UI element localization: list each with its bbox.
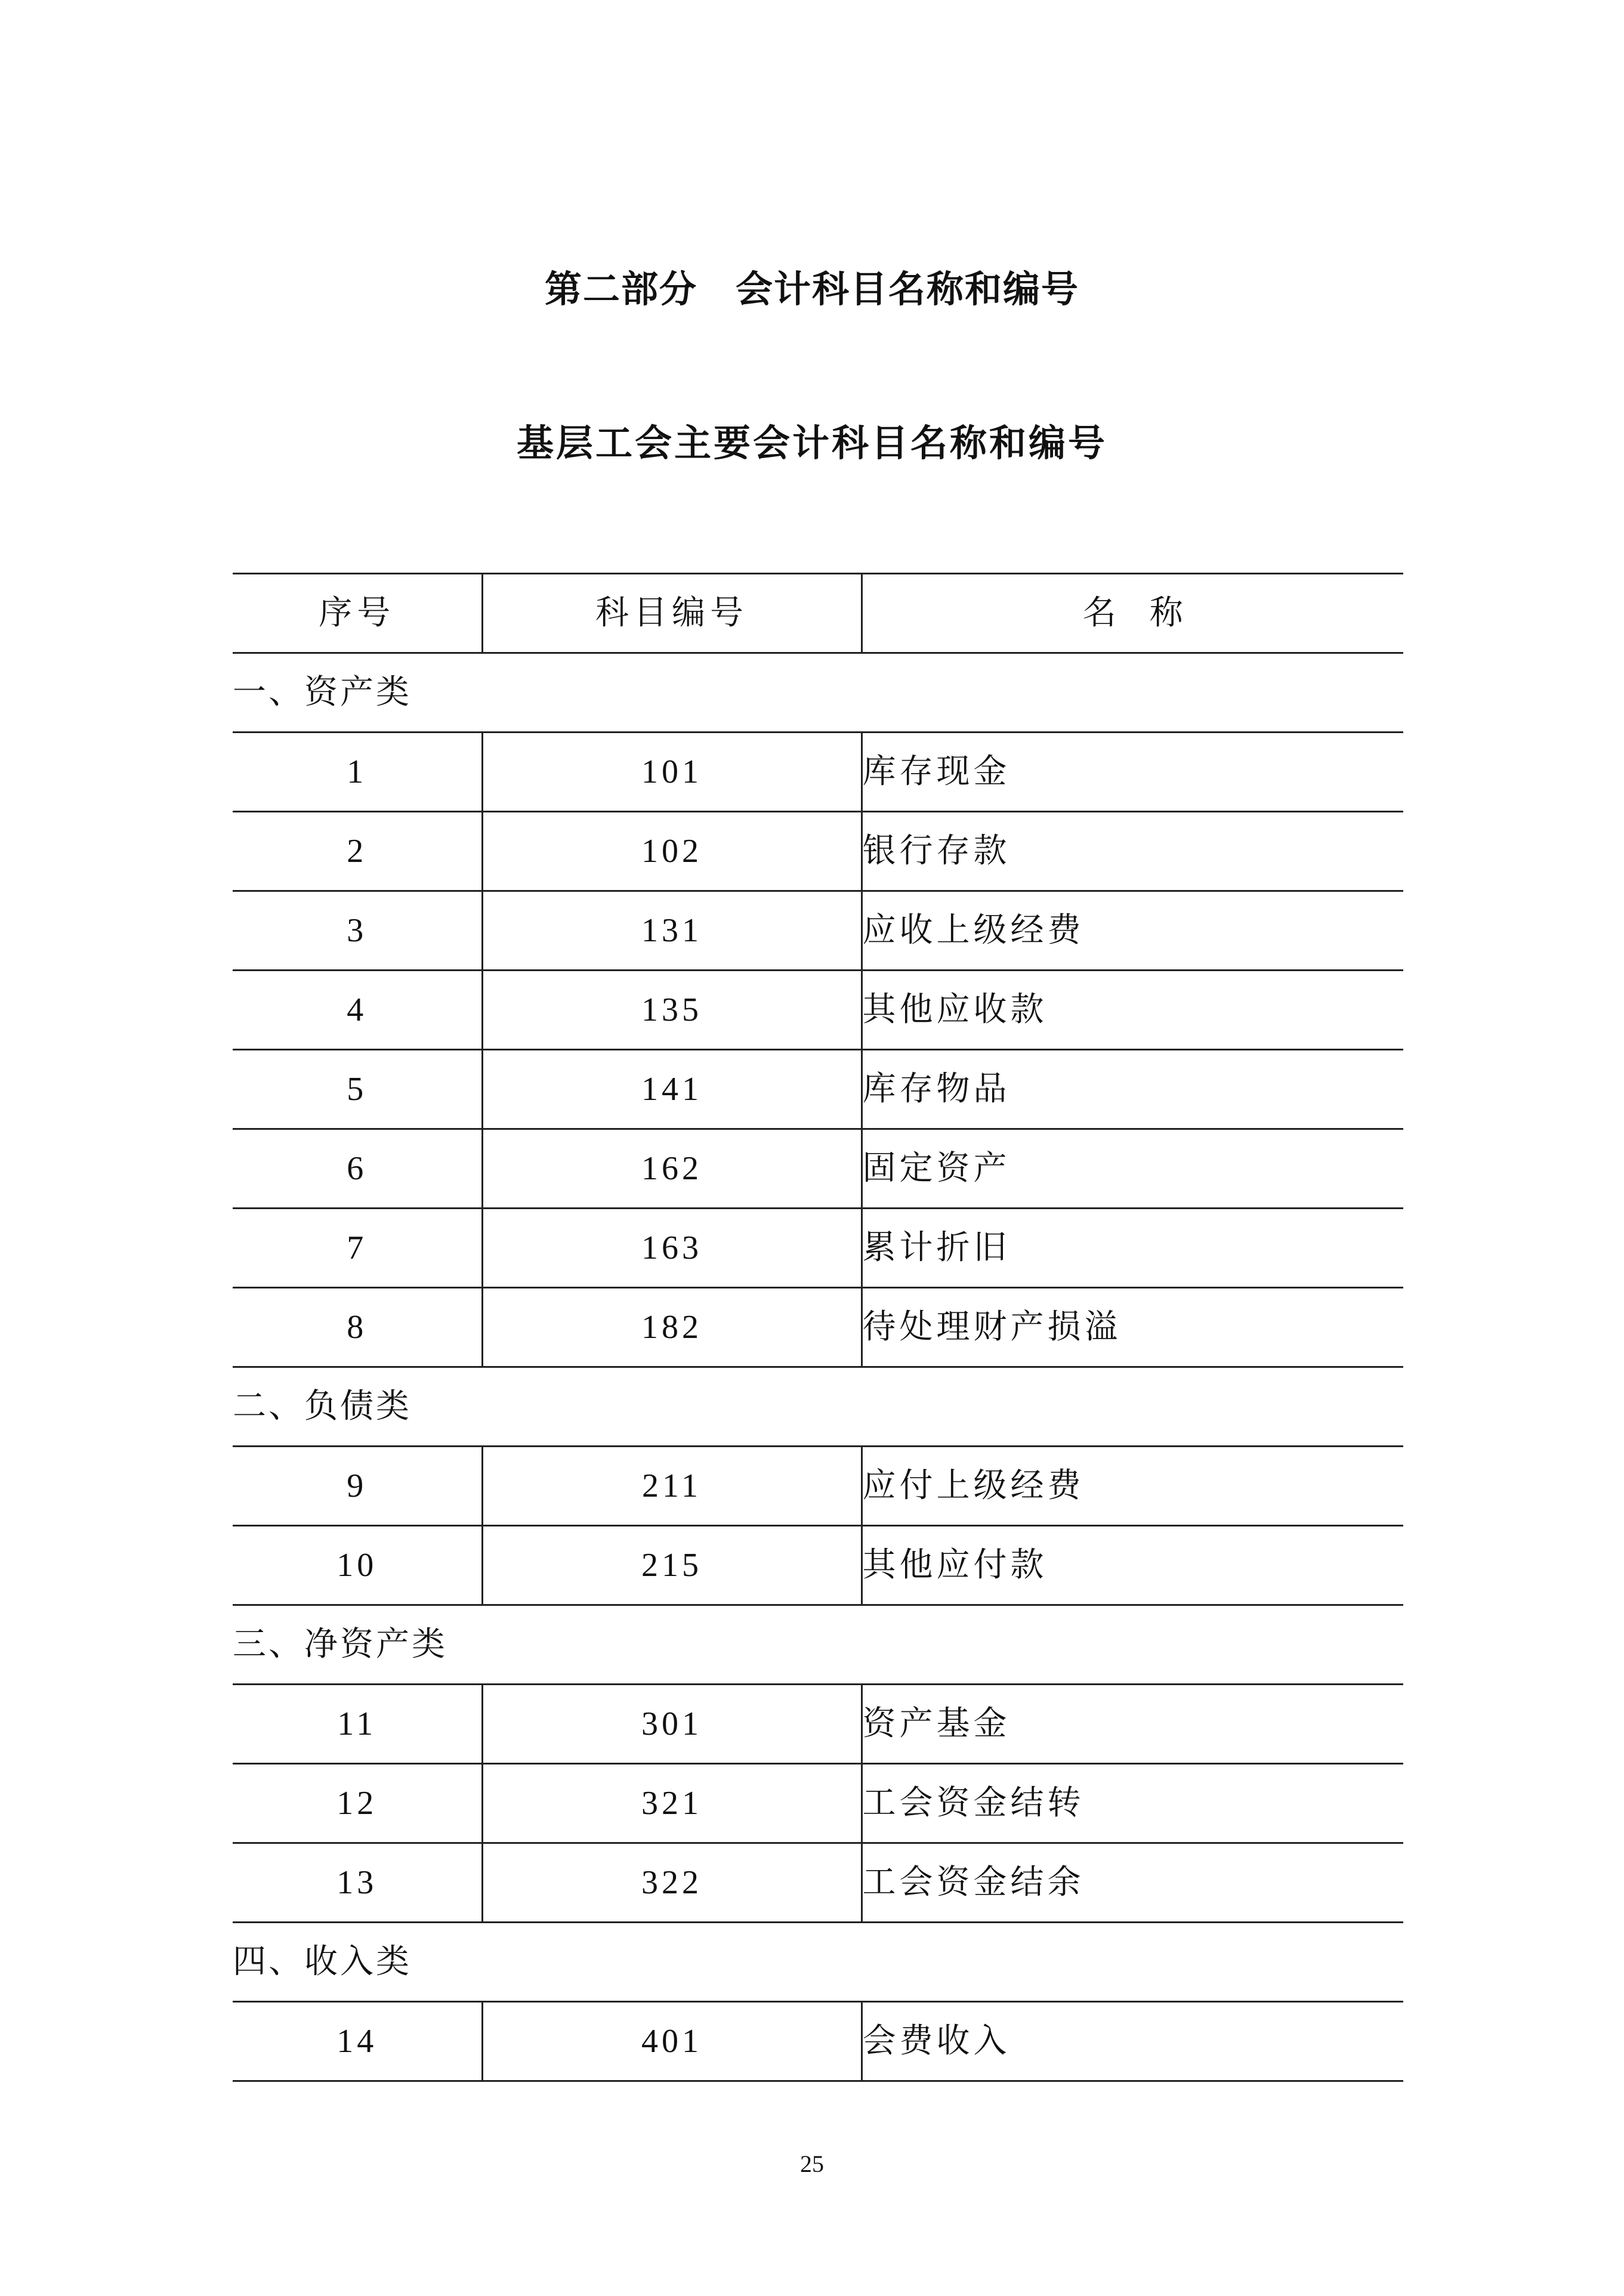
row-name: 库存现金 [862, 733, 1403, 812]
row-name: 应收上级经费 [862, 891, 1403, 971]
category-label: 三、净资产类 [233, 1605, 1403, 1685]
header-row [233, 574, 1403, 653]
table-row [233, 1843, 1403, 1923]
row-seq: 5 [233, 1050, 482, 1129]
row-code: 141 [482, 1050, 862, 1129]
accounts-table [233, 573, 1403, 2082]
category-label: 二、负债类 [233, 1367, 1403, 1447]
table-row [233, 971, 1403, 1050]
row-code: 162 [482, 1129, 862, 1209]
row-name: 会费收入 [862, 2002, 1403, 2081]
row-code: 322 [482, 1843, 862, 1923]
row-seq: 7 [233, 1209, 482, 1288]
row-seq: 11 [233, 1685, 482, 1764]
row-seq: 14 [233, 2002, 482, 2081]
table-row [233, 1764, 1403, 1843]
header-name: 名 称 [862, 574, 1403, 653]
row-name: 工会资金结转 [862, 1764, 1403, 1843]
row-code: 102 [482, 812, 862, 891]
row-seq: 9 [233, 1447, 482, 1526]
table-row [233, 812, 1403, 891]
row-code: 211 [482, 1447, 862, 1526]
row-name: 库存物品 [862, 1050, 1403, 1129]
header-seq: 序号 [233, 574, 482, 653]
table-row [233, 891, 1403, 971]
row-code: 163 [482, 1209, 862, 1288]
row-code: 321 [482, 1764, 862, 1843]
row-seq: 12 [233, 1764, 482, 1843]
row-code: 182 [482, 1288, 862, 1367]
table-body [233, 653, 1403, 2081]
row-seq: 1 [233, 733, 482, 812]
row-seq: 2 [233, 812, 482, 891]
category-row [233, 1367, 1403, 1447]
category-label: 四、收入类 [233, 1923, 1403, 2002]
row-name: 工会资金结余 [862, 1843, 1403, 1923]
row-name: 资产基金 [862, 1685, 1403, 1764]
category-row [233, 1923, 1403, 2002]
row-name: 累计折旧 [862, 1209, 1403, 1288]
row-name: 应付上级经费 [862, 1447, 1403, 1526]
row-code: 215 [482, 1526, 862, 1605]
table-row [233, 2002, 1403, 2081]
row-code: 301 [482, 1685, 862, 1764]
row-seq: 13 [233, 1843, 482, 1923]
row-code: 101 [482, 733, 862, 812]
row-name: 待处理财产损溢 [862, 1288, 1403, 1367]
table-row [233, 1447, 1403, 1526]
table-header [233, 574, 1403, 653]
table-row [233, 1050, 1403, 1129]
row-name: 其他应收款 [862, 971, 1403, 1050]
category-row [233, 1605, 1403, 1685]
row-name: 其他应付款 [862, 1526, 1403, 1605]
row-code: 401 [482, 2002, 862, 2081]
row-name: 银行存款 [862, 812, 1403, 891]
row-code: 135 [482, 971, 862, 1050]
page-subtitle: 基层工会主要会计科目名称和编号 [516, 421, 1107, 465]
table-row [233, 733, 1403, 812]
row-seq: 8 [233, 1288, 482, 1367]
row-name: 固定资产 [862, 1129, 1403, 1209]
row-seq: 10 [233, 1526, 482, 1605]
row-seq: 3 [233, 891, 482, 971]
row-code: 131 [482, 891, 862, 971]
table-row [233, 1685, 1403, 1764]
row-seq: 6 [233, 1129, 482, 1209]
page-number: 25 [800, 2150, 824, 2177]
header-code: 科目编号 [482, 574, 862, 653]
category-row [233, 653, 1403, 733]
table-row [233, 1288, 1403, 1367]
row-seq: 4 [233, 971, 482, 1050]
table-row [233, 1526, 1403, 1605]
category-label: 一、资产类 [233, 653, 1403, 733]
page-title: 第二部分 会计科目名称和编号 [544, 267, 1079, 311]
table-row [233, 1209, 1403, 1288]
table-row [233, 1129, 1403, 1209]
